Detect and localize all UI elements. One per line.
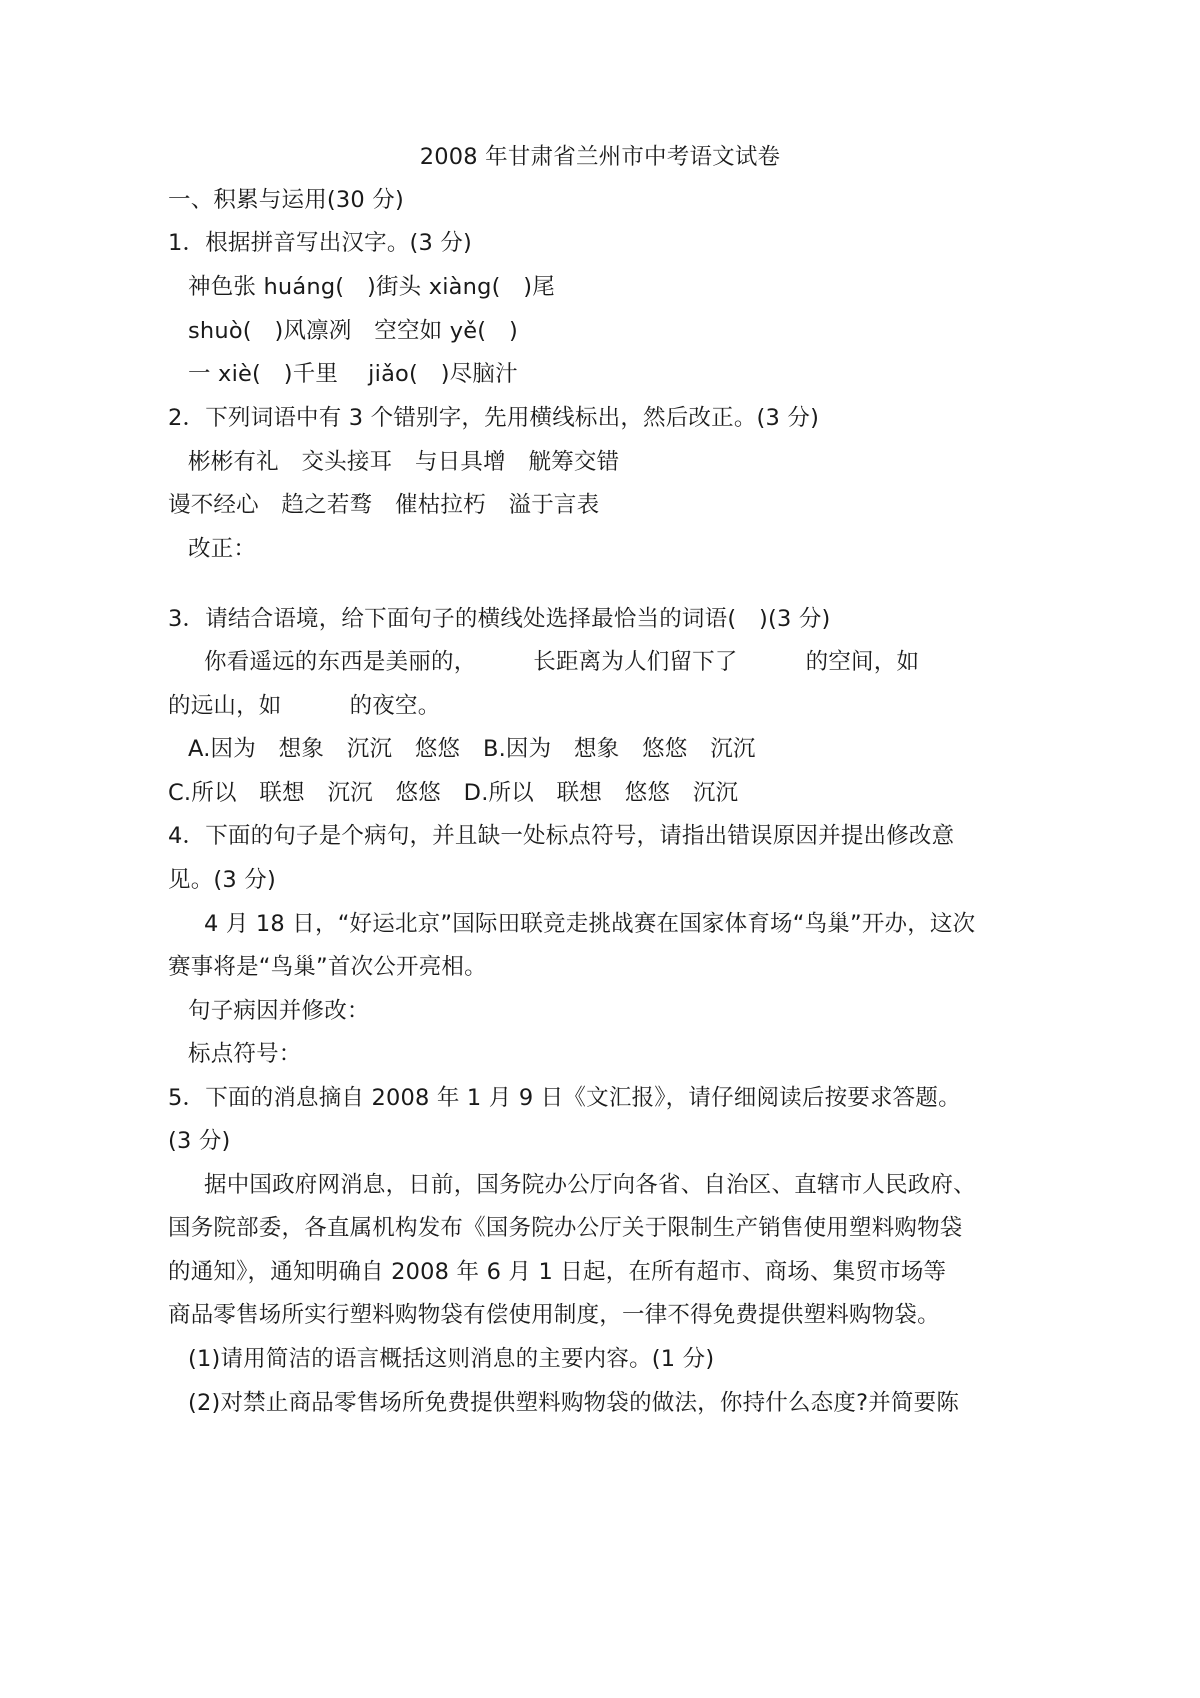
news-para-2: 国务院部委，各直属机构发布《国务院办公厅关于限制生产销售使用塑料购物袋 [168,1215,963,1241]
q4-sentence-2: 赛事将是“鸟巢”首次公开亮相。 [168,954,487,980]
pinyin-line-1: 神色张 huáng( )街头 xiàng( )尾 [188,274,555,300]
q3-options-ab: A.因为 想象 沉沉 悠悠 B.因为 想象 悠悠 沉沉 [188,736,756,762]
sub-question-2: (2)对禁止商品零售场所免费提供塑料购物袋的做法，你持什么态度?并简要陈 [188,1390,960,1416]
q4-sentence-1: 4 月 18 日，“好运北京”国际田联竞走挑战赛在国家体育场“鸟巢”开办，这次 [204,911,976,937]
page-title: 2008 年甘肃省兰州市中考语文试卷 [419,144,781,170]
question-4-cont: 见。(3 分) [168,867,276,893]
question-5: 5．下面的消息摘自 2008 年 1 月 9 日《文汇报》，请仔细阅读后按要求答题。 [168,1085,961,1111]
q4-answer-punct: 标点符号： [188,1041,302,1067]
question-4: 4．下面的句子是个病句，并且缺一处标点符号，请指出错误原因并提出修改意 [168,823,955,849]
q3-sentence-2: 的远山，如 的夜空。 [168,693,441,719]
word-list-2: 谩不经心 趋之若骛 催枯拉朽 溢于言表 [168,492,600,518]
pinyin-line-2: shuò( )风凛冽 空空如 yě( ) [188,318,518,344]
q3-options-cd: C.所以 联想 沉沉 悠悠 D.所以 联想 悠悠 沉沉 [168,780,739,806]
word-list-1: 彬彬有礼 交头接耳 与日具增 觥筹交错 [188,449,620,475]
sub-question-1: (1)请用简洁的语言概括这则消息的主要内容。(1 分) [188,1346,715,1372]
pinyin-line-3: 一 xiè( )千里 jiǎo( )尽脑汁 [188,361,518,387]
question-1: 1．根据拼音写出汉字。(3 分) [168,230,473,256]
correction-label: 改正： [188,536,257,562]
news-para-4: 商品零售场所实行塑料购物袋有偿使用制度，一律不得免费提供塑料购物袋。 [168,1302,940,1328]
q3-sentence-1: 你看遥远的东西是美丽的， 长距离为人们留下了 的空间，如 [204,649,920,675]
section-heading: 一、积累与运用(30 分) [168,187,404,213]
q4-answer-reason: 句子病因并修改： [188,998,370,1024]
question-5-score: (3 分) [168,1128,231,1154]
question-2: 2．下列词语中有 3 个错别字，先用横线标出，然后改正。(3 分) [168,405,820,431]
question-3: 3．请结合语境，给下面句子的横线处选择最恰当的词语( )(3 分) [168,606,831,632]
news-para-1: 据中国政府网消息，日前，国务院办公厅向各省、自治区、直辖市人民政府、 [204,1172,976,1198]
news-para-3: 的通知》，通知明确自 2008 年 6 月 1 日起，在所有超市、商场、集贸市场等 [168,1259,947,1285]
